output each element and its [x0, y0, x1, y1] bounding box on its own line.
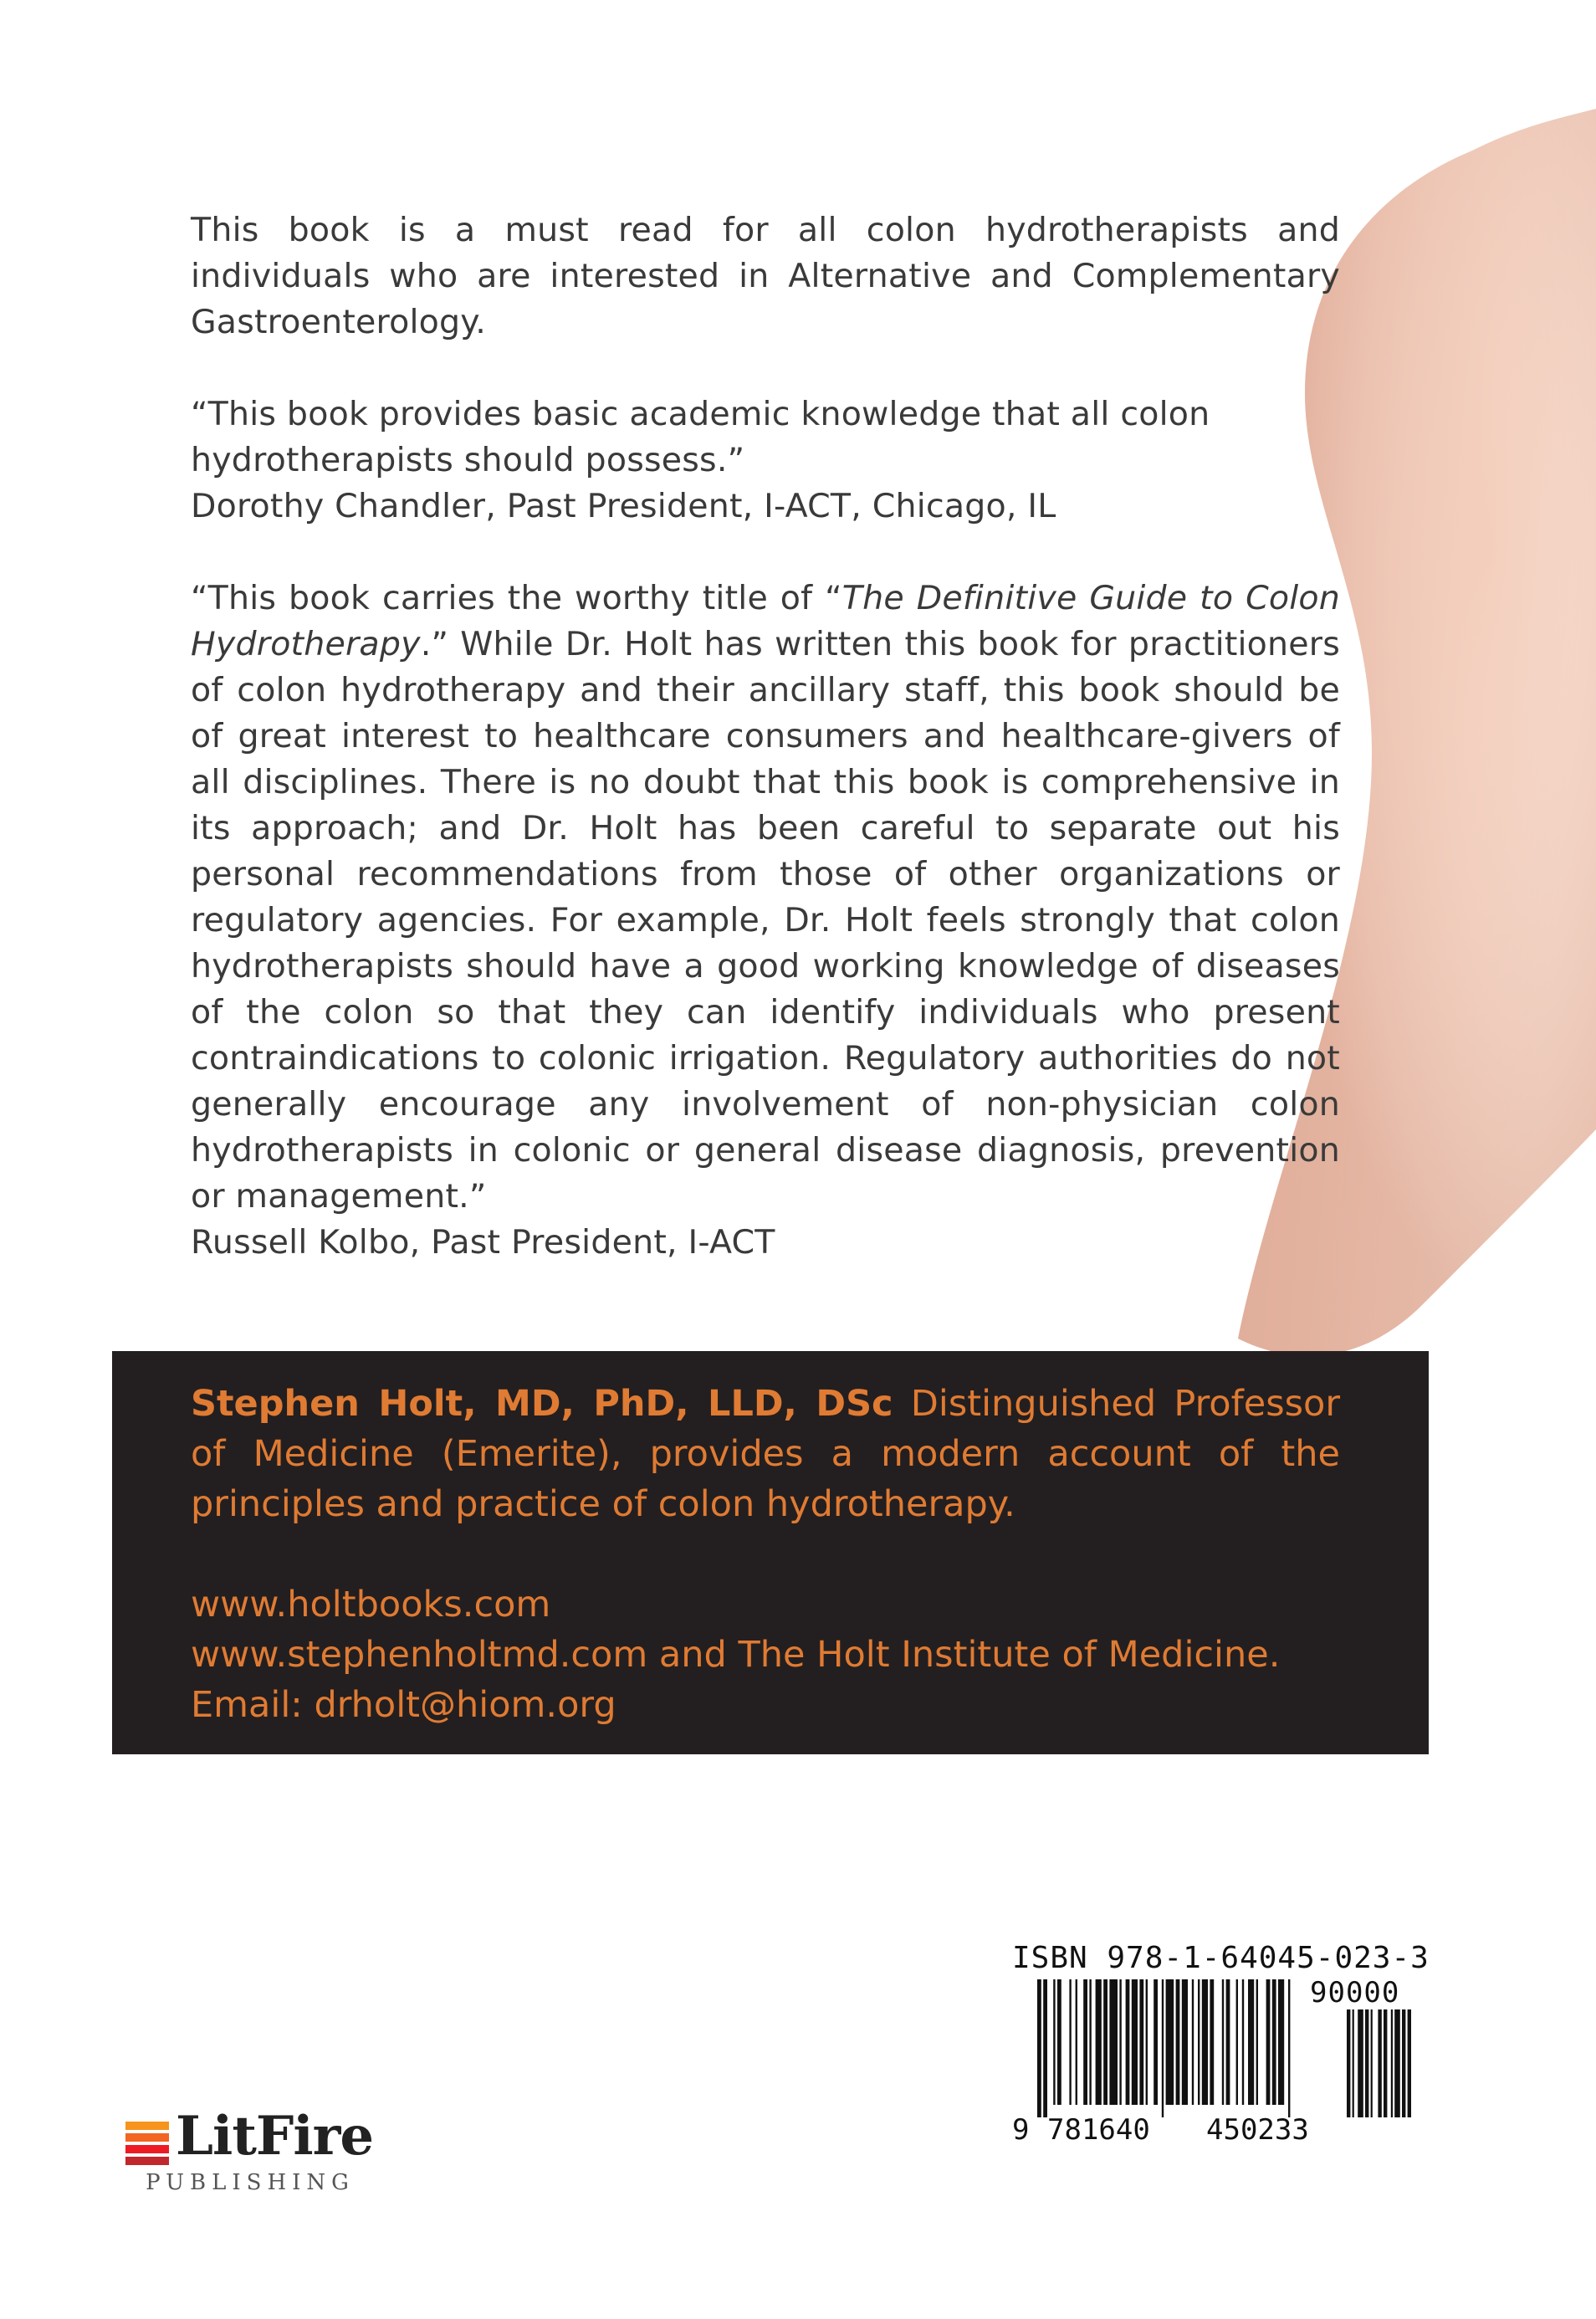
barcode-bar	[1103, 1979, 1107, 2105]
barcode-bar	[1202, 1979, 1208, 2105]
barcode-bar	[1037, 1979, 1041, 2117]
isbn-lead-digit: 9	[1012, 2113, 1030, 2147]
addon-bar	[1394, 2009, 1400, 2117]
barcode-bar	[1146, 1979, 1148, 2105]
addon-bar	[1391, 2009, 1393, 2117]
author-description: Distinguished Professor of Medicine (Emerite), provides a modern account of the principles and practice of colon hydrotherapy.	[191, 1383, 1340, 1525]
barcode-bar	[1109, 1979, 1118, 2105]
barcode-bar	[1222, 1979, 1224, 2105]
barcode-bar	[1272, 1979, 1276, 2105]
addon-bar	[1384, 2009, 1387, 2117]
barcode-bar	[1256, 1979, 1258, 2105]
attribution-kolbo: Russell Kolbo, Past President, I-ACT	[191, 1223, 775, 1262]
quote-kolbo	[191, 576, 1340, 1220]
barcode-bar	[1176, 1979, 1180, 2105]
website-stephenholtmd: www.stephenholtmd.com and The Holt Institute of Medicine.	[191, 1634, 1281, 1676]
barcode-bar	[1166, 1979, 1174, 2105]
addon-bar	[1365, 2009, 1368, 2117]
addon-bar	[1353, 2009, 1354, 2117]
barcode-bars	[1037, 1979, 1437, 2117]
author-name: Stephen Holt, MD, PhD, LLD, DSc	[191, 1383, 893, 1425]
barcode-bar	[1226, 1979, 1230, 2105]
barcode-bar	[1288, 1979, 1290, 2117]
barcode-bar	[1182, 1979, 1188, 2105]
addon-bar	[1408, 2009, 1411, 2117]
barcode-bar	[1278, 1979, 1284, 2105]
publisher-subtitle: PUBLISHING	[146, 2170, 355, 2195]
attribution-chandler: Dorothy Chandler, Past President, I-ACT, Chicago, IL	[191, 487, 1056, 525]
barcode-bar	[1057, 1979, 1061, 2105]
intro-paragraph: This book is a must read for all colon hydrotherapists and individuals who are interested in Alternative and Complementary Gastroenterology.	[191, 211, 1340, 341]
barcode-bar	[1242, 1979, 1244, 2105]
barcode-bar	[1132, 1979, 1138, 2105]
addon-bar	[1378, 2009, 1381, 2117]
publisher-name: LitFire	[176, 2105, 374, 2168]
quote-chandler: “This book provides basic academic knowledge that all colon hydrotherapists should possess.”	[191, 395, 1210, 479]
addon-bar	[1402, 2009, 1405, 2117]
price-code: 90000	[1310, 1976, 1400, 2009]
barcode-bar	[1198, 1979, 1200, 2105]
barcode-bar	[1069, 1979, 1071, 2105]
isbn-group2: 450233	[1206, 2113, 1309, 2147]
email-contact: Email: drholt@hiom.org	[191, 1684, 616, 1726]
barcode-bar	[1236, 1979, 1238, 2105]
book-title: The Definitive Guide to Colon Hydrotherapy	[191, 579, 1340, 663]
isbn-barcode	[1012, 1941, 1437, 2146]
barcode-bar	[1139, 1979, 1143, 2105]
isbn-group1: 781640	[1047, 2113, 1150, 2147]
endorsements	[191, 207, 1340, 1266]
quote-kolbo-rest: .” While Dr. Holt has written this book for practitioners of colon hydrotherapy and their ancillary staff, this book should be of great interest to healthcare consumers and healthcare-givers of all disciplines. There is no doubt that this book is comprehensive in its approach; and Dr. Holt has been careful to separate out his personal recommendations from those of other organizations or regulatory agencies. For example, Dr. Holt feels strongly that colon hydrotherapists should have a good working knowledge of diseases of the colon so that they can identify individuals who present contraindications to colonic irrigation. Regulatory authorities do not generally encourage any involvement of non-physician colon hydrotherapists in colonic or general disease diagnosis, prevention or management.”	[191, 625, 1340, 1216]
publisher-logo	[124, 2107, 391, 2199]
isbn-label: ISBN 978-1-64045-023-3	[1012, 1941, 1430, 1975]
addon-bar	[1347, 2009, 1350, 2117]
author-bio	[191, 1379, 1340, 1529]
barcode-bar	[1089, 1979, 1091, 2105]
isbn-digits	[1012, 2113, 1309, 2147]
barcode-bar	[1096, 1979, 1102, 2105]
addon-bar	[1371, 2009, 1373, 2117]
website-holtbooks: www.holtbooks.com	[191, 1584, 551, 1625]
barcode-bar	[1119, 1979, 1121, 2105]
book-stack-icon	[124, 2118, 171, 2168]
addon-bar	[1358, 2009, 1363, 2117]
quote-kolbo-start: “This book carries the worthy title of “	[191, 579, 842, 617]
author-panel-text	[191, 1379, 1340, 1730]
barcode-bar	[1162, 1979, 1164, 2117]
barcode-bar	[1248, 1979, 1254, 2105]
barcode-bar	[1192, 1979, 1194, 2105]
barcode-bar	[1210, 1979, 1214, 2105]
barcode-bar	[1126, 1979, 1130, 2105]
barcode-bar	[1083, 1979, 1087, 2105]
barcode-bar	[1053, 1979, 1055, 2105]
barcode-bar	[1076, 1979, 1077, 2105]
barcode-bar	[1266, 1979, 1271, 2105]
barcode-bar	[1043, 1979, 1047, 2117]
barcode-bar	[1154, 1979, 1158, 2105]
contact-links	[191, 1579, 1340, 1730]
